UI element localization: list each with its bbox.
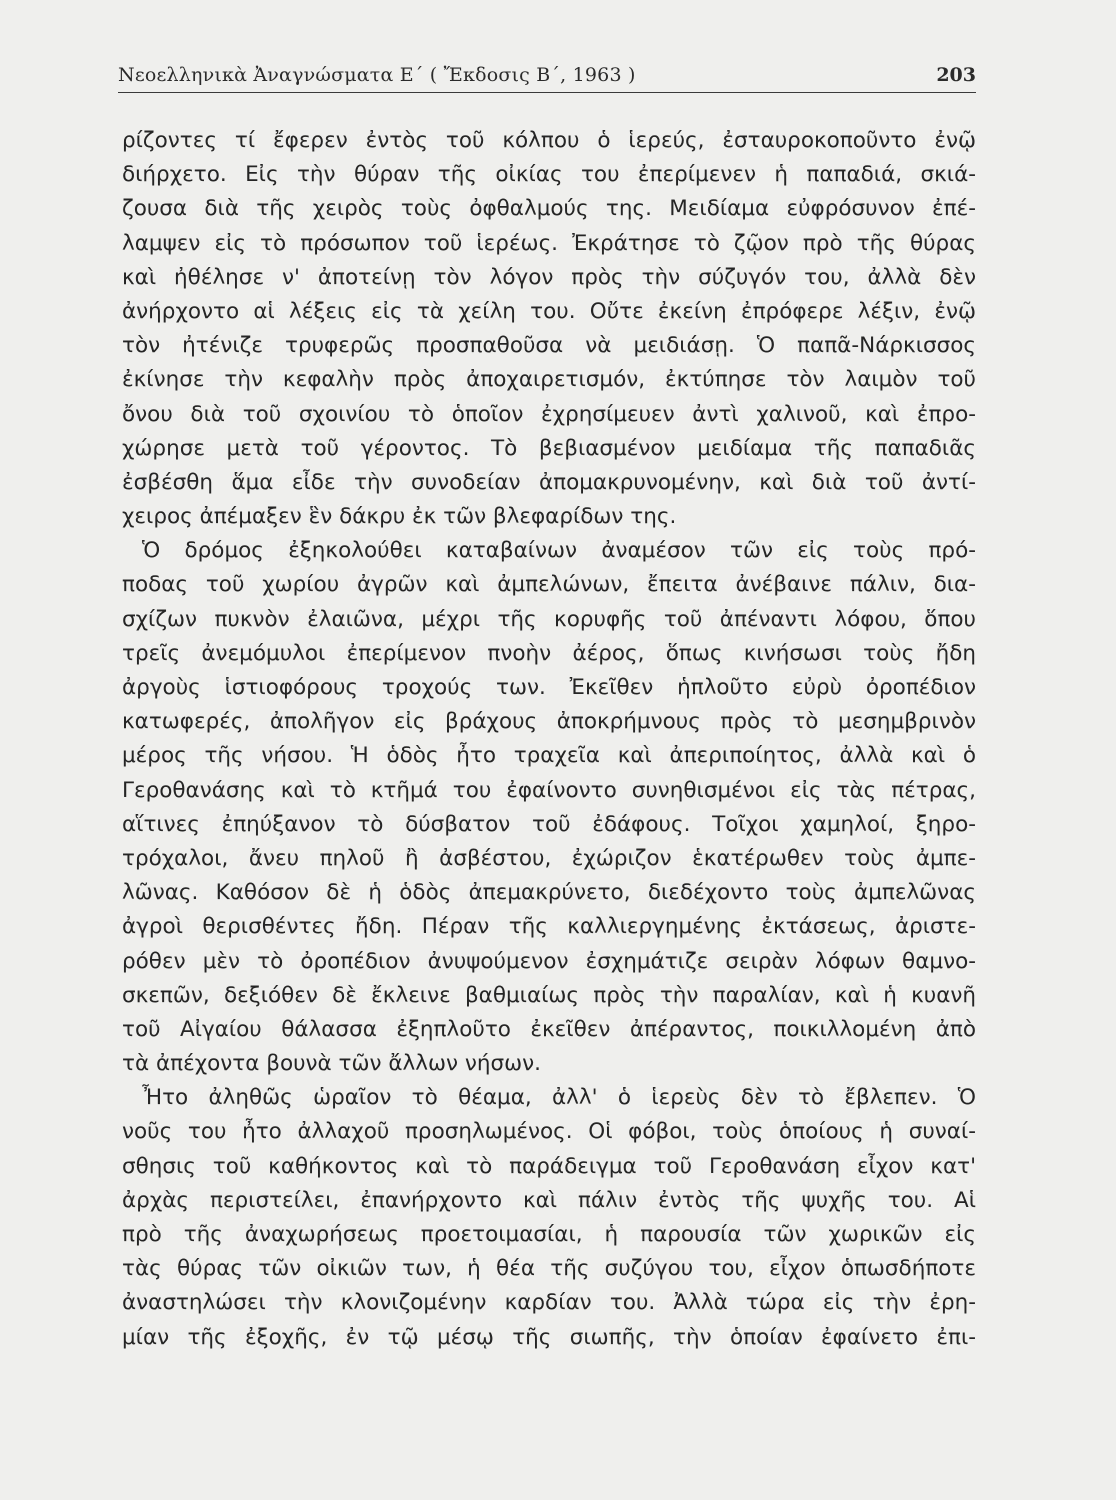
text-line: τοῦ Αἰγαίου θάλασσα ἐξηπλοῦτο ἐκεῖθεν ἀπέραντος, ποικιλλομένη ἀπὸ: [122, 1016, 976, 1042]
text-line: ἐκίνησε τὴν κεφαλὴν πρὸς ἀποχαιρετισμόν, ἐκτύπησε τὸν λαιμὸν τοῦ: [122, 367, 976, 393]
text-line: Γεροθανάσης καὶ τὸ κτῆμά του ἐφαίνοντο συνηθισμένοι εἰς τὰς πέτρας,: [122, 777, 976, 803]
text-line: ἀργοὺς ἱστιοφόρους τροχούς των. Ἐκεῖθεν ἡπλοῦτο εὐρὺ ὀροπέδιον: [122, 675, 976, 700]
text-line: ποδας τοῦ χωρίου ἀγρῶν καὶ ἀμπελώνων, ἔπειτα ἀνέβαινε πάλιν, δια-: [122, 572, 976, 598]
text-line: σχίζων πυκνὸν ἐλαιῶνα, μέχρι τῆς κορυφῆς τοῦ ἀπέναντι λόφου, ὅπου: [122, 606, 976, 632]
text-line: ἀρχὰς περιστείλει, ἐπανήρχοντο καὶ πάλιν ἐντὸς τῆς ψυχῆς του. Αἱ: [122, 1187, 976, 1213]
text-line: τὸν ἠτένιζε τρυφερῶς προσπαθοῦσα νὰ μειδιάσῃ. Ὁ παπᾶ-Νάρκισσος: [122, 333, 976, 359]
text-line: μίαν τῆς ἐξοχῆς, ἐν τῷ μέσῳ τῆς σιωπῆς, τὴν ὁποίαν ἐφαίνετο ἐπι-: [122, 1324, 976, 1350]
text-line: διήρχετο. Εἰς τὴν θύραν τῆς οἰκίας του ἐπερίμενεν ἡ παπαδιά, σκιά-: [122, 162, 976, 188]
text-line: χειρος ἀπέμαξεν ἓν δάκρυ ἐκ τῶν βλεφαρίδων της.: [122, 504, 677, 530]
text-line: τρεῖς ἀνεμόμυλοι ἐπερίμενον πνοὴν ἀέρος, ὅπως κινήσωσι τοὺς ἤδη: [122, 640, 976, 666]
text-line: Ἦτο ἀληθῶς ὡραῖον τὸ θέαμα, ἀλλ' ὁ ἱερεὺς δὲν τὸ ἔβλεπεν. Ὁ: [142, 1085, 976, 1111]
text-line: ἐσβέσθη ἅμα εἶδε τὴν συνοδείαν ἀπομακρυνομένην, καὶ διὰ τοῦ ἀντί-: [122, 469, 976, 495]
text-line: ζουσα διὰ τῆς χειρὸς τοὺς ὀφθαλμούς της. Μειδίαμα εὐφρόσυνον ἐπέ-: [122, 196, 976, 222]
page-number: 203: [936, 64, 976, 86]
text-line: τὰς θύρας τῶν οἰκιῶν των, ἡ θέα τῆς συζύγου του, εἶχον ὁπωσδήποτε: [122, 1256, 976, 1282]
running-title: Νεοελληνικὰ Ἀναγνώσματα Ε΄ ( Ἔκδοσις Β΄, 1963 ): [118, 64, 636, 86]
text-line: ἀγροὶ θερισθέντες ἤδη. Πέραν τῆς καλλιεργημένης ἐκτάσεως, ἀριστε-: [122, 914, 976, 940]
text-line: ἀναστηλώσει τὴν κλονιζομένην καρδίαν του. Ἀλλὰ τώρα εἰς τὴν ἐρη-: [122, 1290, 976, 1316]
text-line: χώρησε μετὰ τοῦ γέροντος. Τὸ βεβιασμένον μειδίαμα τῆς παπαδιᾶς: [122, 435, 976, 461]
text-line: ρίζοντες τί ἔφερεν ἐντὸς τοῦ κόλπου ὁ ἱερεύς, ἐσταυροκοποῦντο ἐνῷ: [122, 128, 976, 153]
text-line: πρὸ τῆς ἀναχωρήσεως προετοιμασίαι, ἡ παρουσία τῶν χωρικῶν εἰς: [122, 1222, 976, 1247]
text-line: λῶνας. Καθόσον δὲ ἡ ὁδὸς ἀπεμακρύνετο, διεδέχοντο τοὺς ἀμπελῶνας: [122, 880, 976, 906]
text-line: μέρος τῆς νήσου. Ἡ ὁδὸς ἦτο τραχεῖα καὶ ἀπεριποίητος, ἀλλὰ καὶ ὁ: [122, 743, 976, 769]
text-line: τὰ ἀπέχοντα βουνὰ τῶν ἄλλων νήσων.: [122, 1051, 541, 1077]
text-line: ἀνήρχοντο αἱ λέξεις εἰς τὰ χείλη του. Οὔτε ἐκείνη ἐπρόφερε λέξιν, ἐνῷ: [122, 298, 976, 324]
body-text: [122, 124, 976, 1355]
text-line: ὄνου διὰ τοῦ σχοινίου τὸ ὁποῖον ἐχρησίμευεν ἀντὶ χαλινοῦ, καὶ ἐπρο-: [122, 401, 976, 427]
text-line: σκεπῶν, δεξιόθεν δὲ ἔκλεινε βαθμιαίως πρὸς τὴν παραλίαν, καὶ ἡ κυανῆ: [122, 982, 976, 1008]
text-line: καὶ ἠθέλησε ν' ἀποτείνῃ τὸν λόγον πρὸς τὴν σύζυγόν του, ἀλλὰ δὲν: [122, 264, 976, 290]
running-head: [118, 58, 976, 93]
text-line: ρόθεν μὲν τὸ ὀροπέδιον ἀνυψούμενον ἐσχημάτιζε σειρὰν λόφων θαμνο-: [122, 948, 976, 974]
text-line: αἵτινες ἐπηύξανον τὸ δύσβατον τοῦ ἐδάφους. Τοῖχοι χαμηλοί, ξηρο-: [122, 811, 976, 837]
text-line: νοῦς του ἦτο ἀλλαχοῦ προσηλωμένος. Οἱ φόβοι, τοὺς ὁποίους ἡ συναί-: [122, 1119, 976, 1145]
text-line: σθησις τοῦ καθήκοντος καὶ τὸ παράδειγμα τοῦ Γεροθανάση εἶχον κατ': [122, 1153, 976, 1179]
text-line: λαμψεν εἰς τὸ πρόσωπον τοῦ ἱερέως. Ἐκράτησε τὸ ζῷον πρὸ τῆς θύρας: [122, 230, 976, 256]
text-line: κατωφερές, ἀπολῆγον εἰς βράχους ἀποκρήμνους πρὸς τὸ μεσημβρινὸν: [122, 709, 976, 735]
text-line: Ὁ δρόμος ἐξηκολούθει καταβαίνων ἀναμέσον τῶν εἰς τοὺς πρό-: [142, 538, 976, 564]
text-line: τρόχαλοι, ἄνευ πηλοῦ ἢ ἀσβέστου, ἐχώριζον ἑκατέρωθεν τοὺς ἀμπε-: [122, 845, 976, 871]
